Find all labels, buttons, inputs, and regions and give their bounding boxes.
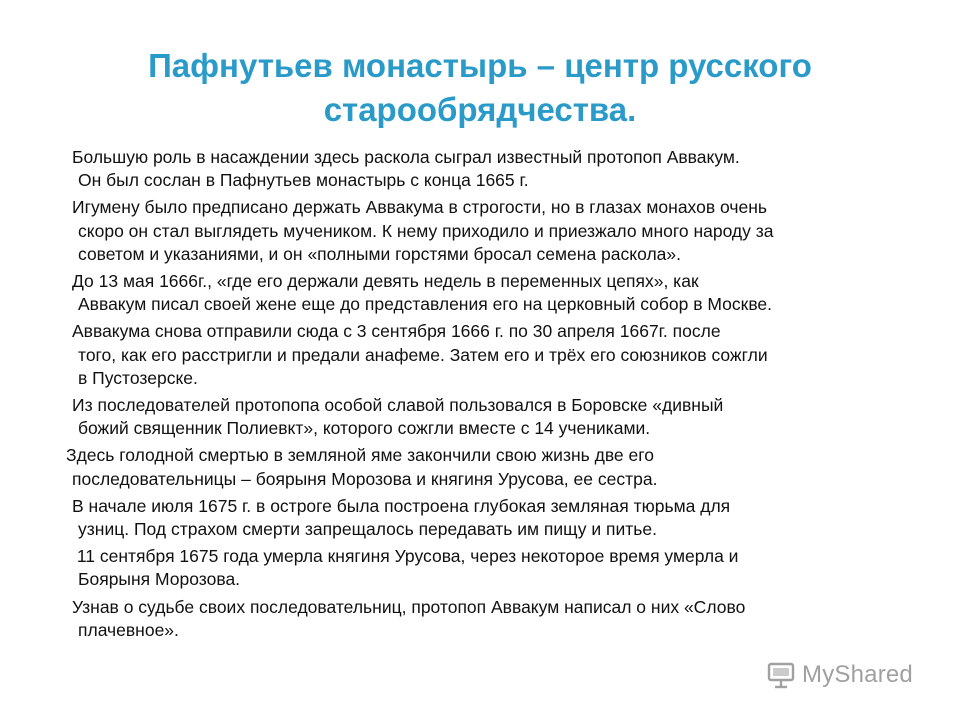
paragraph — [66, 270, 936, 316]
watermark-text: MyShared — [802, 661, 913, 688]
text-line: В начале июля 1675 г. в остроге была построена глубокая земляная тюрьма для — [72, 495, 731, 516]
slide-title-line: старообрядчества. — [323, 91, 637, 128]
text-line: Здесь голодной смертью в земляной яме закончили свою жизнь две его — [66, 445, 654, 466]
paragraph — [66, 146, 936, 192]
text-line: плачевное». — [78, 619, 179, 640]
paragraph — [66, 444, 936, 490]
text-line: того, как его расстригли и предали анафеме. Затем его и трёх его союзников сожгли — [78, 344, 768, 365]
text-line: советом и указаниями, и он «полными горстями бросал семена раскола». — [78, 243, 681, 264]
text-line: последовательницы – боярыня Морозова и княгиня Урусова, ее сестра. — [72, 468, 658, 489]
slide-title — [60, 44, 900, 132]
text-line: скоро он стал выглядеть мучеником. К нему приходило и приезжало много народу за — [78, 220, 774, 241]
paragraph — [66, 495, 936, 541]
text-line: 11 сентября 1675 года умерла княгиня Урусова, через некоторое время умерла и — [72, 546, 739, 567]
text-line: в Пустозерске. — [78, 367, 198, 388]
text-line: До 13 мая 1666г., «где его держали девять недель в переменных цепях», как — [72, 271, 699, 292]
text-line: Узнав о судьбе своих последовательниц, протопоп Аввакум написал о них «Слово — [72, 596, 746, 617]
slide-body — [66, 146, 936, 646]
text-line: Из последователей протопопа особой славой пользовался в Боровске «дивный — [72, 395, 724, 416]
text-line: Игумену было предписано держать Аввакума в строгости, но в глазах монахов очень — [72, 197, 767, 218]
watermark — [766, 655, 913, 695]
paragraph — [66, 320, 936, 390]
paragraph — [66, 596, 936, 642]
paragraph — [66, 196, 936, 266]
text-line: Большую роль в насаждении здесь раскола сыграл известный протопоп Аввакум. — [72, 147, 740, 167]
text-line: Аввакума снова отправили сюда с 3 сентября 1666 г. по 30 апреля 1667г. после — [72, 321, 721, 342]
text-line: божий священник Полиевкт», которого сожгли вместе с 14 учениками. — [78, 418, 651, 439]
paragraph — [66, 545, 936, 591]
slide-title-line: Пафнутьев монастырь – центр русского — [148, 47, 812, 84]
presentation-board-icon — [766, 660, 796, 690]
text-line: Он был сослан в Пафнутьев монастырь с конца 1665 г. — [78, 170, 529, 191]
text-line: Боярыня Морозова. — [78, 569, 241, 590]
text-line: Аввакум писал своей жене еще до представления его на церковный собор в Москве. — [78, 294, 773, 315]
paragraph — [66, 394, 936, 440]
text-line: узниц. Под страхом смерти запрещалось передавать им пищу и питье. — [78, 519, 658, 540]
